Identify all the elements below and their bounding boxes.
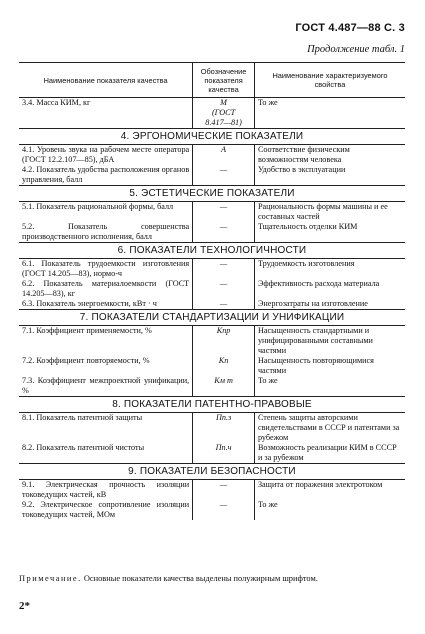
property-cell: То же [257,376,278,385]
table-header-row [19,63,405,98]
section-title: 7. ПОКАЗАТЕЛИ СТАНДАРТИЗАЦИИ И УНИФИКАЦИИ [19,310,405,326]
indicator-symbol-cell: — [193,202,255,223]
property-cell: Тщательность отделки КИМ [257,222,358,231]
section-heading-row [19,310,405,326]
indicator-symbol-cell: M (ГОСТ 8.417—81) [193,98,255,129]
property-cell: Защита от поражения электротоком [257,480,383,489]
column-header-property: Наименование характеризуемого свойства [254,63,405,98]
property-cell: Рациональность формы машины и ее составных частей [257,202,388,221]
property-cell: Энергозатраты на изготовление [257,299,368,308]
quality-indicators-table [19,62,405,520]
property-cell: Трудоемкость изготовления [257,259,355,268]
indicator-symbol-cell: Пп.ч [193,443,255,464]
table-row [19,356,405,376]
section-title: 8. ПОКАЗАТЕЛИ ПАТЕНТНО-ПРАВОВЫЕ [19,397,405,413]
indicator-name-cell: 6.3. Показатель энергоемкости, кВт · ч [22,299,157,308]
indicator-symbol-cell: — [193,165,255,186]
column-header-indicator-name: Наименование показателя качества [19,63,193,98]
indicator-symbol-cell: — [193,500,255,520]
indicator-name-cell: 6.1. Показатель трудоемкости изготовления (ГОСТ 14.205—83), нормо-ч [22,259,190,278]
indicator-name-cell: 5.2. Показатель совершенства производственного исполнения, балл [22,222,190,241]
section-heading-row [19,397,405,413]
property-cell: Эффективность расхода материала [257,279,380,288]
indicator-name-cell: 7.2. Коэффициент повторяемости, % [22,356,150,365]
indicator-symbol-cell: — [193,299,255,310]
section-title: 4. ЭРГОНОМИЧЕСКИЕ ПОКАЗАТЕЛИ [19,129,405,145]
indicator-name-cell: 9.2. Электрическое сопротивление изоляции токоведущих частей, МОм [22,500,190,519]
property-cell: То же [257,98,278,107]
indicator-name-cell: 7.3. Коэффициент межпроектной унификации, % [22,376,190,395]
indicator-name-cell: 7.1. Коэффициент применяемости, % [22,326,152,335]
property-cell: Удобство в эксплуатации [257,165,346,174]
section-heading-row [19,129,405,145]
indicator-symbol-cell: — [193,259,255,280]
indicator-symbol-cell: A [193,145,255,166]
table-row [19,480,405,501]
indicator-symbol-cell: Kпр [193,326,255,357]
section-title: 9. ПОКАЗАТЕЛИ БЕЗОПАСНОСТИ [19,464,405,480]
section-heading-row [19,243,405,259]
note-text: Основные показатели качества выделены полужирным шрифтом. [83,574,318,583]
table-note [19,573,405,584]
section-heading-row [19,186,405,202]
table-row [19,202,405,223]
table-row [19,500,405,520]
indicator-name-cell: 6.2. Показатель материалоемкости (ГОСТ 14.205—83), кг [22,279,190,298]
column-header-symbol: Обозначение показателя качества [193,63,255,98]
indicator-name-cell: 3.4. Масса КИМ, кг [22,98,91,107]
table-continuation-label: Продолжение табл. 1 [307,44,405,55]
indicator-name-cell: 8.1. Показатель патентной защиты [22,413,143,422]
property-cell: Соответствие физическим возможностям человека [257,145,350,164]
indicator-symbol-cell: — [193,279,255,299]
table-row [19,222,405,243]
property-cell: Возможность реализации КИМ в СССР и за рубежом [257,443,397,462]
note-label: Примечание. [19,574,82,583]
table-row [19,259,405,280]
table-row [19,145,405,166]
table-row [19,376,405,397]
indicator-name-cell: 8.2. Показатель патентной чистоты [22,443,145,452]
indicator-name-cell: 4.2. Показатель удобства расположения органов управления, балл [22,165,190,184]
table-row [19,98,405,129]
indicator-name-cell: 9.1. Электрическая прочность изоляции токоведущих частей, кВ [22,480,190,499]
page-marker: 2* [19,600,30,612]
table-row [19,443,405,464]
indicator-symbol-cell: — [193,222,255,243]
section-title: 6. ПОКАЗАТЕЛИ ТЕХНОЛОГИЧНОСТИ [19,243,405,259]
standard-reference: ГОСТ 4.487—88 С. 3 [295,22,405,34]
table-row [19,299,405,310]
property-cell: Насыщенность повторяющимися частями [257,356,374,375]
indicator-symbol-cell: Пп.з [193,413,255,444]
indicator-symbol-cell: Kп [193,356,255,376]
indicator-symbol-cell: — [193,480,255,501]
section-heading-row [19,464,405,480]
table-row [19,165,405,186]
table-row [19,326,405,357]
table-row [19,413,405,444]
indicator-name-cell: 5.1. Показатель рациональной формы, балл [22,202,174,211]
property-cell: То же [257,500,278,509]
section-title: 5. ЭСТЕТИЧЕСКИЕ ПОКАЗАТЕЛИ [19,186,405,202]
indicator-name-cell: 4.1. Уровень звука на рабочем месте оператора (ГОСТ 12.2.107—85), дБА [22,145,190,164]
table-row [19,279,405,299]
property-cell: Степень защиты авторскими свидетельствами в СССР и патентами за рубежом [257,413,400,442]
property-cell: Насыщенность стандартными и унифицированными составными частями [257,326,373,355]
indicator-symbol-cell: Kм т [193,376,255,397]
